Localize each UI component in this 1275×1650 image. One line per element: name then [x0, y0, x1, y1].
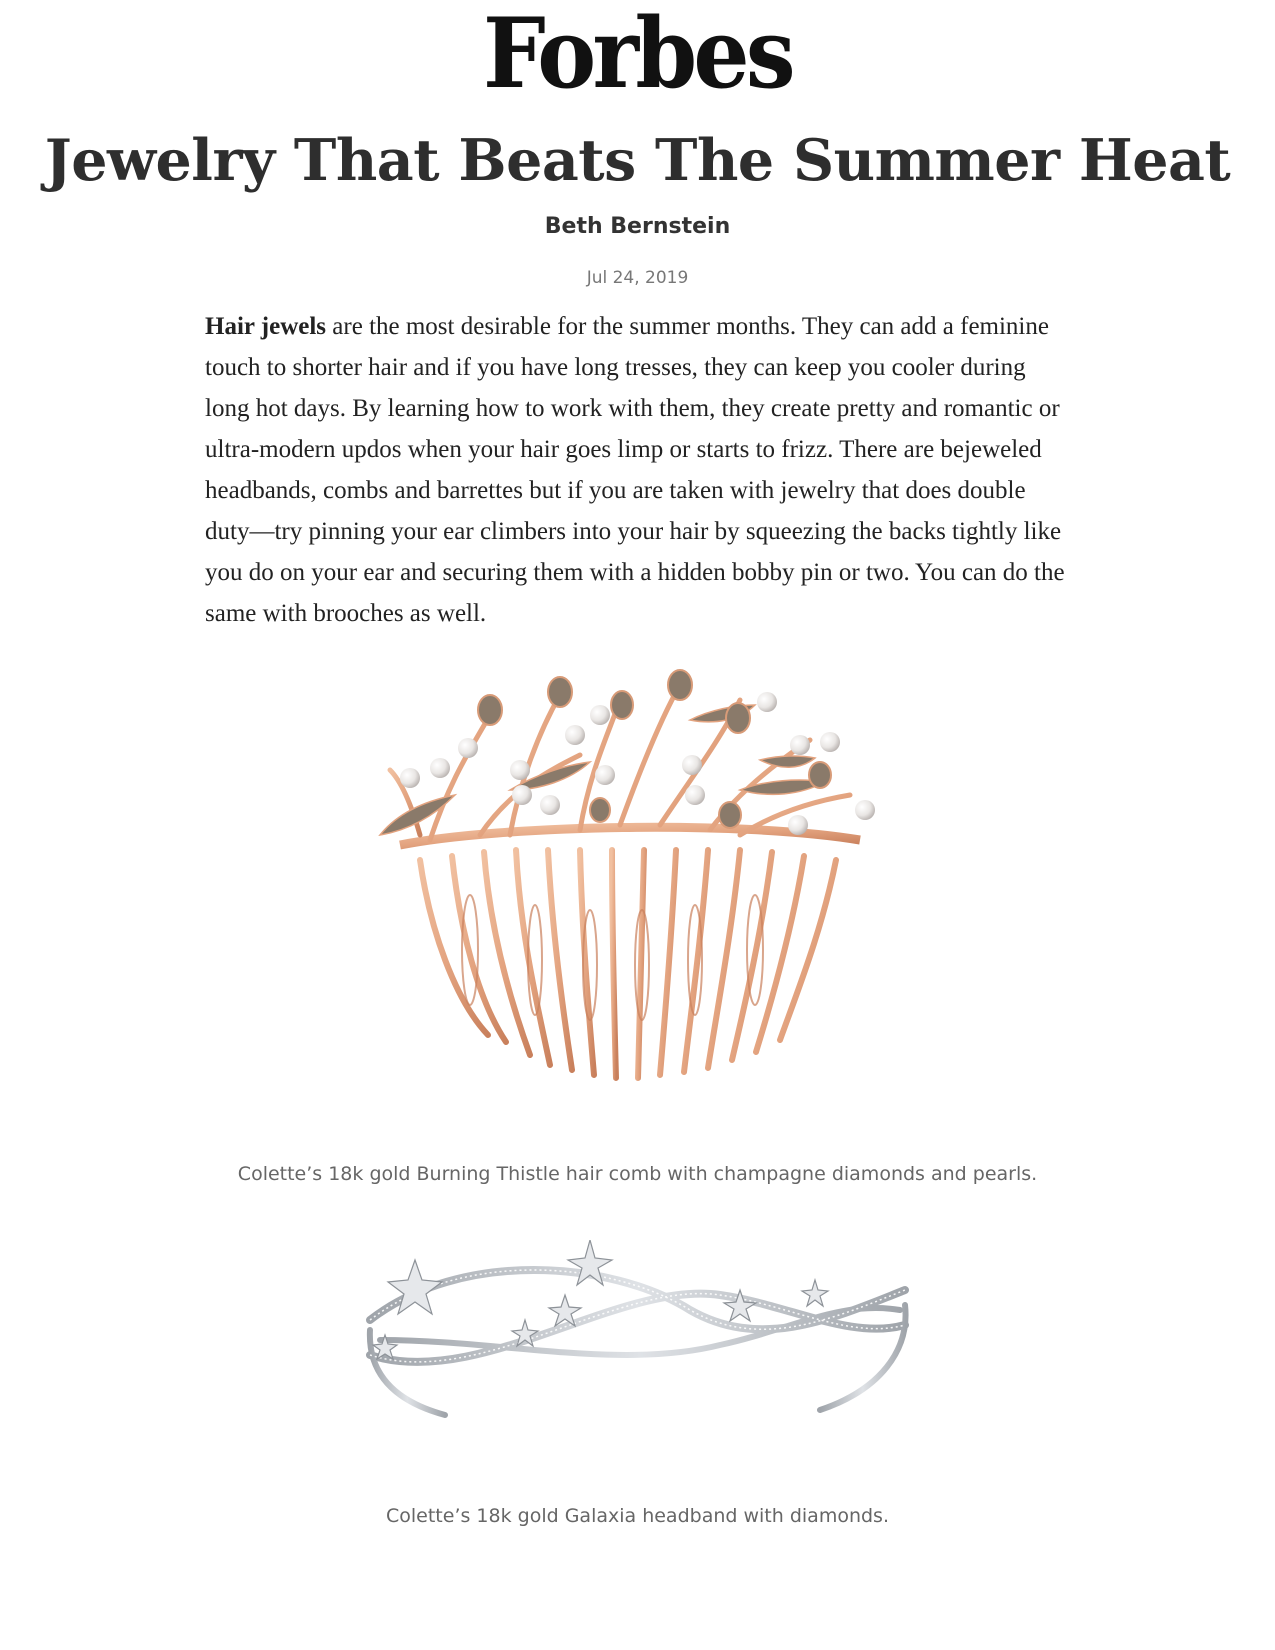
publish-date: Jul 24, 2019	[586, 268, 689, 288]
figure-caption-comb: Colette’s 18k gold Burning Thistle hair comb with champagne diamonds and pearls.	[237, 1163, 1038, 1185]
figure-caption-headband: Colette’s 18k gold Galaxia headband with diamonds.	[386, 1505, 889, 1527]
hair-comb-illustration	[360, 660, 915, 1130]
forbes-logo[interactable]: Forbes	[483, 0, 792, 110]
headband-illustration	[360, 1240, 915, 1520]
paragraph-text: are the most desirable for the summer months. They can add a feminine touch to shorter hair and if you have long tresses, they can keep you cooler during long hot days. By learning how to work with them, they create pretty and romantic or ultra-modern updos when your hair goes limp or starts to frizz. There are bejeweled headbands, combs and barrettes but if you are taken with jewelry that does double duty—try pinning your ear climbers into your hair by squeezing the backs tightly like you do on your ear and securing them with a hidden bobby pin or two. You can do the same with brooches as well.	[205, 313, 1065, 627]
article-body-paragraph	[205, 306, 1075, 634]
article-headline: Jewelry That Beats The Summer Heat	[44, 127, 1231, 194]
lead-phrase: Hair jewels	[205, 313, 327, 340]
hair-comb-image	[360, 660, 915, 1130]
author-byline[interactable]: Beth Bernstein	[544, 214, 731, 239]
headband-image	[360, 1240, 915, 1520]
